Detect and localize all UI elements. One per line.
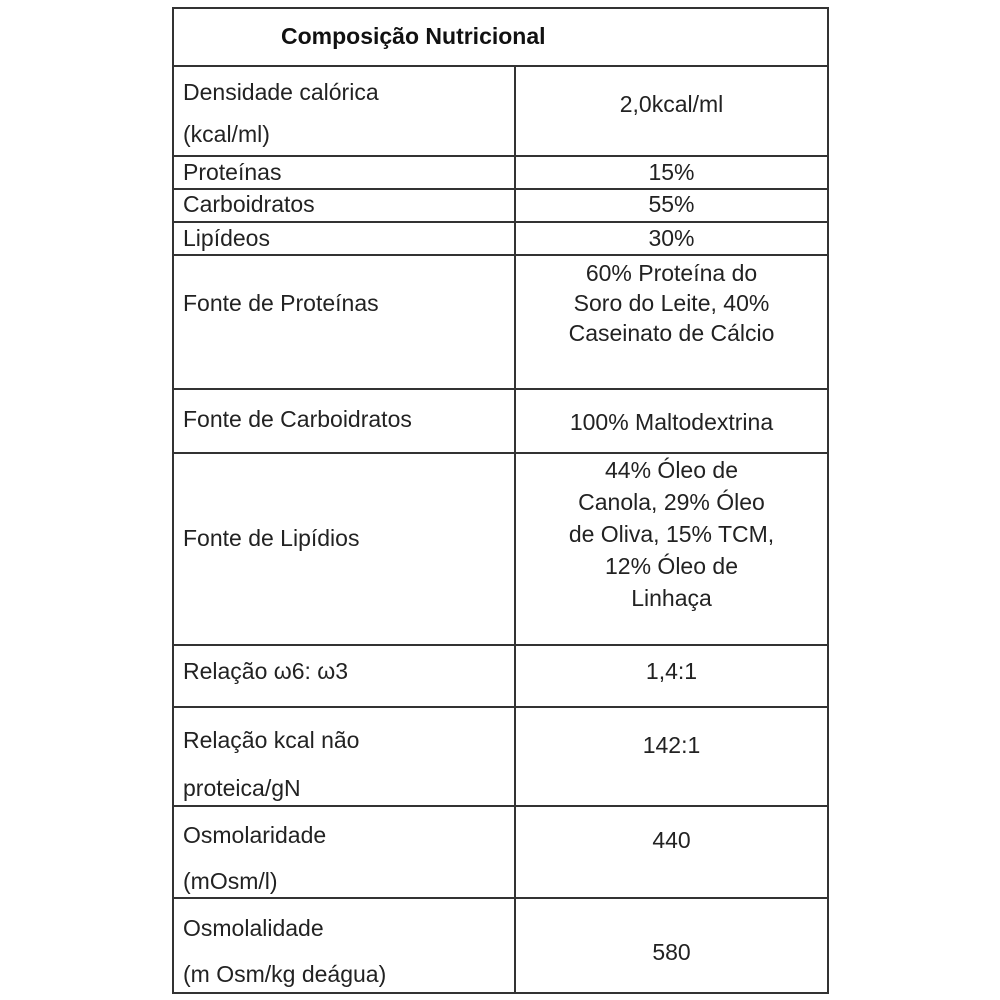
row-label-line: Fonte de Carboidratos (183, 406, 412, 432)
nutrition-table (172, 7, 829, 994)
row-value-line: 1,4:1 (645, 658, 698, 684)
row-value (516, 157, 827, 187)
row-label-line: Osmolaridade (183, 822, 327, 848)
row-value-line: 440 (652, 827, 691, 853)
row-label-line: Proteínas (183, 159, 282, 185)
row-label-line: Relação ω6: ω3 (183, 658, 349, 684)
row-value-line: 142:1 (642, 732, 701, 758)
row-value-line: 12% Óleo de (605, 553, 738, 579)
table-row (174, 65, 827, 157)
row-value (516, 937, 827, 967)
table-row (174, 388, 827, 454)
row-label-line: Lipídeos (183, 225, 270, 251)
table-row (174, 188, 827, 223)
row-value (516, 656, 827, 686)
row-value-line: 55% (648, 191, 695, 217)
row-value-line: 100% Maltodextrina (569, 409, 774, 435)
table-row (174, 254, 827, 390)
table-header (174, 9, 827, 65)
row-value (516, 189, 827, 219)
row-value-line: Caseinato de Cálcio (568, 320, 775, 346)
row-label-line: proteica/gN (183, 775, 301, 801)
row-label-line: Fonte de Proteínas (183, 290, 379, 316)
row-label (183, 650, 348, 692)
row-label-line: Fonte de Lipídios (183, 525, 360, 551)
table-row (174, 805, 827, 899)
row-value-line: Soro do Leite, 40% (573, 290, 770, 316)
row-label (183, 157, 281, 187)
row-label (183, 223, 270, 253)
table-row (174, 452, 827, 646)
row-label (183, 812, 326, 904)
row-label (183, 716, 359, 812)
table-row (174, 155, 827, 190)
row-label-line: (mOsm/l) (183, 868, 278, 894)
row-label-line: Relação kcal não (183, 727, 360, 753)
row-value (516, 730, 827, 760)
row-label-line: Carboidratos (183, 191, 315, 217)
row-label (183, 404, 412, 434)
table-row (174, 644, 827, 708)
table-title: Composição Nutricional (281, 23, 546, 49)
row-value (516, 89, 827, 119)
row-value-line: Canola, 29% Óleo (578, 489, 765, 515)
table-row (174, 897, 827, 992)
row-label (183, 517, 359, 559)
table-row (174, 706, 827, 807)
row-value (516, 825, 827, 855)
row-value (516, 454, 827, 614)
row-value (516, 258, 827, 348)
row-value-line: 580 (652, 939, 691, 965)
row-value-line: 44% Óleo de (605, 457, 738, 483)
row-label-line: Densidade calórica (183, 79, 379, 105)
row-value (516, 407, 827, 437)
row-value (516, 223, 827, 253)
row-label (183, 71, 379, 155)
row-value-line: 60% Proteína do (585, 260, 758, 286)
row-label (183, 288, 379, 318)
table-row (174, 221, 827, 256)
row-label (183, 905, 386, 997)
row-value-line: 30% (648, 225, 695, 251)
row-value-line: 15% (648, 159, 695, 185)
row-value-line: de Oliva, 15% TCM, (568, 521, 775, 547)
row-label-line: Osmolalidade (183, 915, 324, 941)
row-label (183, 189, 315, 219)
row-label-line: (kcal/ml) (183, 121, 270, 147)
row-label-line: (m Osm/kg deágua) (183, 961, 387, 987)
row-value-line: Linhaça (631, 585, 712, 611)
row-value-line: 2,0kcal/ml (619, 91, 724, 117)
